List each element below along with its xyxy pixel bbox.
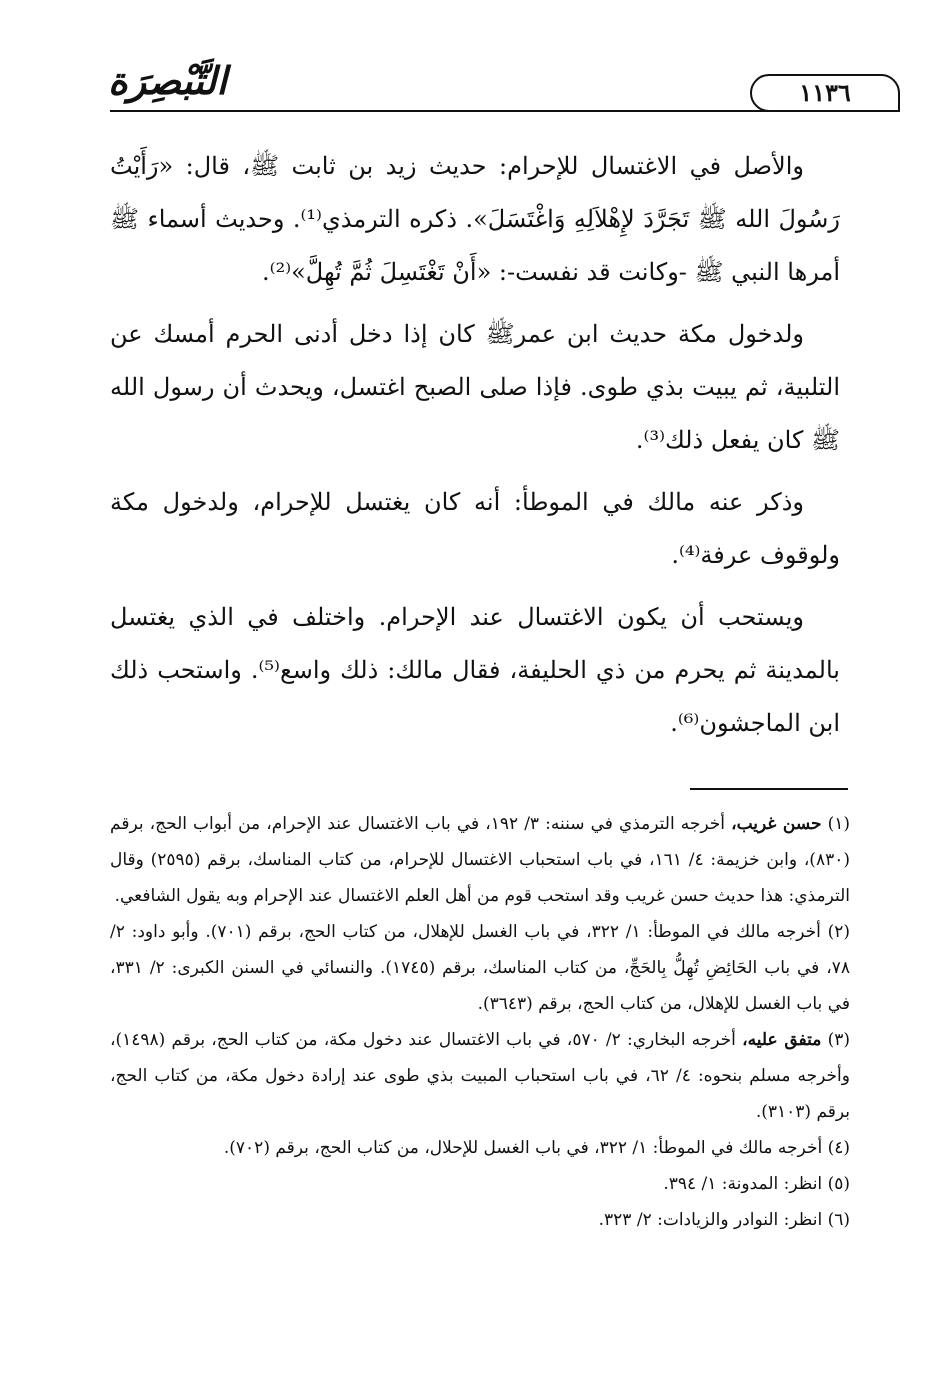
footnote [110,914,850,1022]
footnote-number: (٤) [827,1138,850,1158]
footnote [110,1130,850,1166]
footnote [110,1166,850,1202]
main-text [110,140,840,759]
paragraph: وذكر عنه مالك في الموطأ: أنه كان يغتسل للإحرام، ولدخول مكة ولوقوف عرفة⁽⁴⁾. [110,488,840,569]
footnote-text: انظر: المدونة: ١/ ٣٩٤. [663,1174,823,1194]
page-number-frame [750,74,900,112]
footnote-number: (٢) [827,922,851,942]
footnote-number: (٣) [827,1030,851,1050]
footnote [110,806,850,914]
page-header [100,52,860,112]
footnote-separator [690,788,848,790]
footnote [110,1022,850,1130]
footnote-text: أخرجه مالك في الموطأ: ١/ ٣٢٢، في باب الغسل للإحلال، من كتاب الحج، برقم (٧٠٢). [223,1138,823,1158]
footnote-number: (٥) [827,1174,850,1194]
footnote-number: (٦) [827,1210,850,1230]
footnote-number: (١) [827,814,851,834]
paragraph: ويستحب أن يكون الاغتسال عند الإحرام. واختلف في الذي يغتسل بالمدينة ثم يحرم من ذي الحليفة، فقال مالك: ذلك واسع⁽⁵⁾. واستحب ذلك ابن الماجشون⁽⁶⁾. [110,603,840,737]
footnote-text: أخرجه مالك في الموطأ: ١/ ٣٢٢، في باب الغسل للإهلال، من كتاب الحج، برقم (٧٠١). وأبو داود: ٢/ ٧٨، في باب الحَائِضِ تُهِلُّ بِالحَجِّ، من كتاب المناسك، برقم (١٧٤٥). والنسائي في السنن الكبرى: ٢/ ٣٣١، في باب الغسل للإهلال، من كتاب الحج، برقم (٣٦٤٣). [110,922,850,1014]
footnote-text: انظر: النوادر والزيادات: ٢/ ٣٢٣. [598,1210,823,1230]
footnote-lead: حسن غريب، [731,814,822,834]
paragraph: ولدخول مكة حديث ابن عمرﷺ كان إذا دخل أدنى الحرم أمسك عن التلبية، ثم يبيت بذي طوى. فإذا صلى الصبح اغتسل، ويحدث أن رسول الله ﷺ كان يفعل ذلك⁽³⁾. [110,320,840,454]
footnote-text: أخرجه الترمذي في سننه: ٣/ ١٩٢، في باب الاغتسال عند الإحرام، من أبواب الحج، برقم (٨٣٠)، وابن خزيمة: ٤/ ١٦١، في باب استحباب الاغتسال للإحرام، من كتاب المناسك، برقم (٢٥٩٥) وقال الترمذي: هذا حديث حسن غريب وقد استحب قوم من أهل العلم الاغتسال عند الإحرام وبه يقول الشافعي. [110,814,850,906]
footnotes [110,806,850,1238]
paragraph: والأصل في الاغتسال للإحرام: حديث زيد بن ثابت ﷺ، قال: «رَأَيْتُ رَسُولَ الله ﷺ تَجَرَّدَ لإِهْلاَلِهِ وَاغْتَسَلَ». ذكره الترمذي⁽¹⁾. وحديث أسماء ﷺ أمرها النبي ﷺ -وكانت قد نفست-: «أَنْ تَغْتَسِلَ ثُمَّ تُهِلَّ»⁽²⁾. [110,152,840,286]
book-title: التَّبْصِرَة [108,58,227,103]
footnote [110,1202,850,1238]
header-rule [110,110,830,112]
footnote-lead: متفق عليه، [742,1030,822,1050]
page-number: ١١٣٦ [799,78,851,107]
footnote-text: أخرجه البخاري: ٢/ ٥٧٠، في باب الاغتسال عند دخول مكة، من كتاب الحج، برقم (١٤٩٨)، وأخرجه مسلم بنحوه: ٤/ ٦٢، في باب استحباب المبيت بذي طوى عند إرادة دخول مكة، من كتاب الحج، برقم (٣١٠٣). [110,1030,850,1122]
